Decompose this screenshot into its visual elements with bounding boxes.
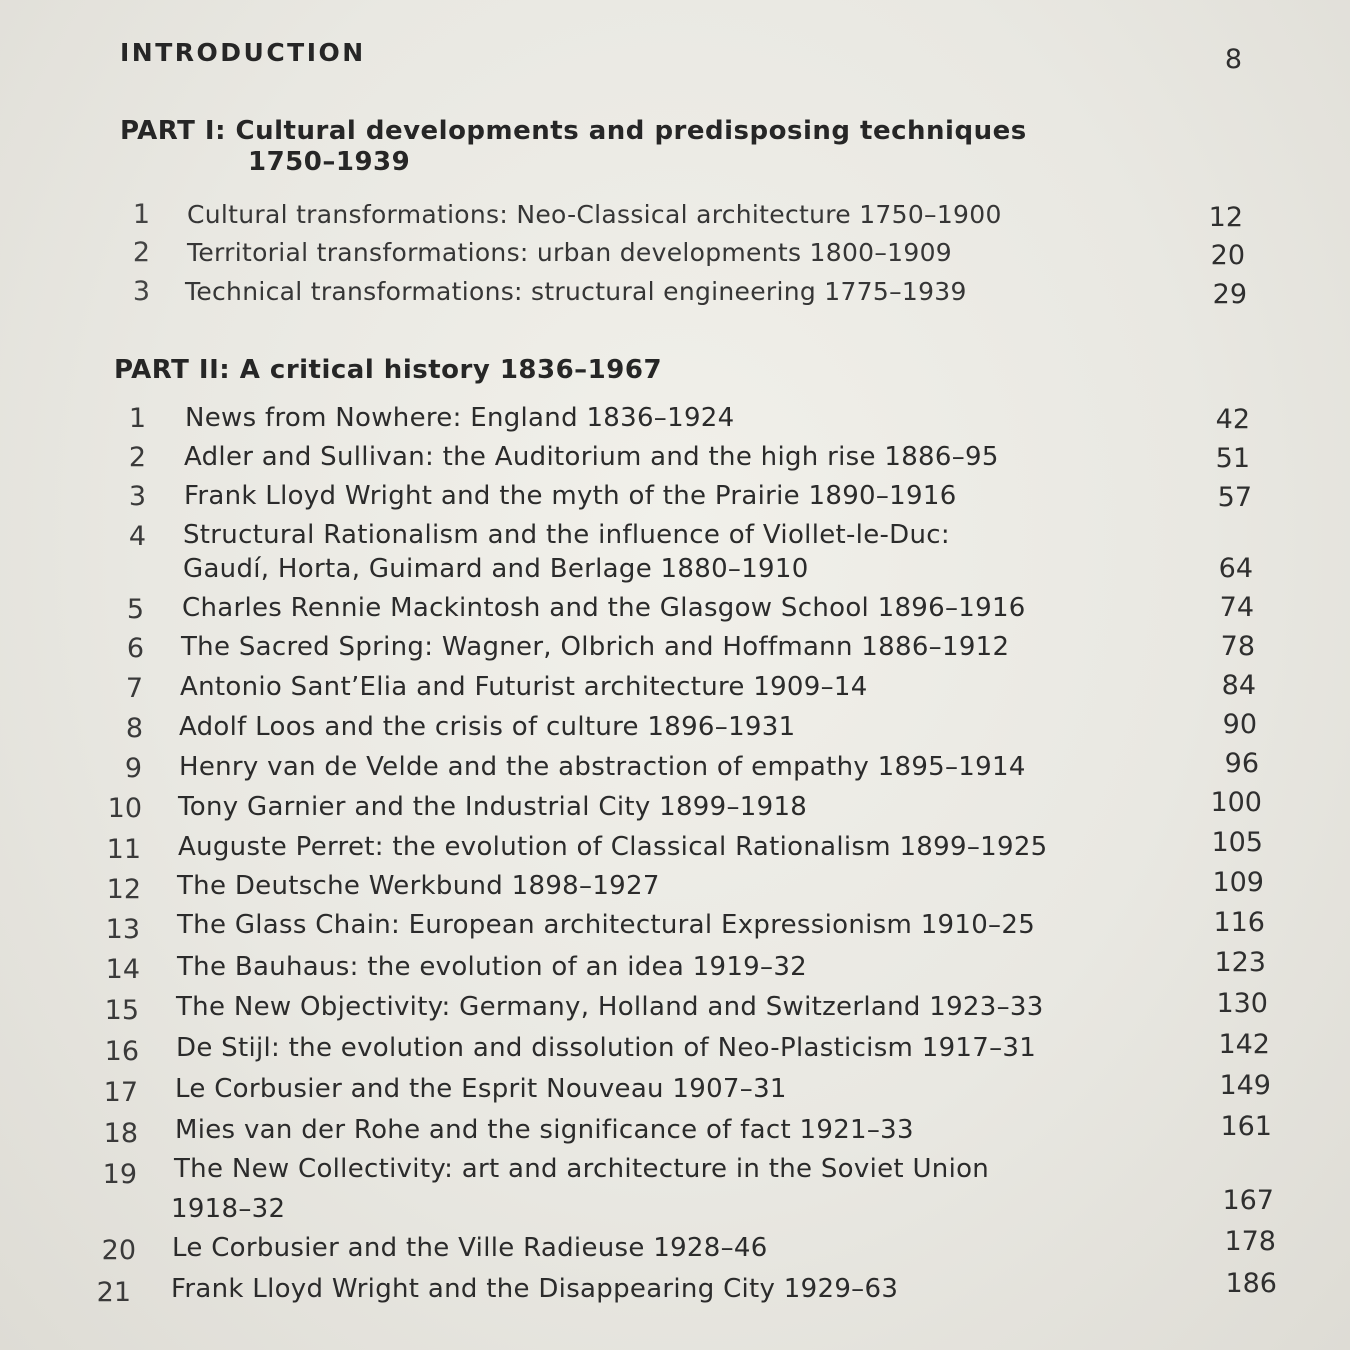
entry-title-continuation: 1918–32 — [171, 1194, 286, 1224]
entry-title: Frank Lloyd Wright and the myth of the Prairie 1890–1916 — [184, 481, 957, 511]
entry-number: 2 — [132, 237, 150, 268]
entry-number: 17 — [103, 1077, 138, 1108]
entry-title: News from Nowhere: England 1836–1924 — [185, 403, 735, 433]
introduction-heading: INTRODUCTION — [120, 38, 366, 67]
entry-page-number: 64 — [1218, 553, 1253, 584]
entry-number: 10 — [107, 793, 142, 824]
entry-number: 21 — [96, 1277, 131, 1308]
entry-number: 20 — [101, 1235, 136, 1266]
entry-title: The New Objectivity: Germany, Holland and Switzerland 1923–33 — [176, 992, 1044, 1022]
entry-page-number: 29 — [1212, 279, 1247, 310]
entry-page-number: 161 — [1220, 1111, 1272, 1142]
entry-number: 18 — [103, 1118, 138, 1149]
entry-number: 2 — [128, 442, 146, 473]
entry-page-number: 142 — [1218, 1029, 1270, 1060]
entry-page-number: 90 — [1222, 709, 1257, 740]
entry-number: 7 — [125, 673, 143, 704]
entry-page-number: 96 — [1224, 748, 1259, 779]
entry-page-number: 51 — [1215, 443, 1250, 474]
entry-page-number: 116 — [1213, 907, 1265, 938]
entry-number: 6 — [126, 633, 144, 664]
entry-title: Mies van der Rohe and the significance of fact 1921–33 — [175, 1115, 914, 1145]
entry-title: Le Corbusier and the Esprit Nouveau 1907–31 — [175, 1074, 787, 1104]
entry-number: 1 — [132, 199, 150, 230]
entry-number: 12 — [106, 874, 141, 905]
entry-page-number: 57 — [1217, 482, 1252, 513]
entry-title: Le Corbusier and the Ville Radieuse 1928–46 — [172, 1233, 768, 1263]
entry-title: Tony Garnier and the Industrial City 1899–1918 — [178, 792, 808, 822]
entry-page-number: 130 — [1216, 988, 1268, 1019]
entry-title: Frank Lloyd Wright and the Disappearing City 1929–63 — [171, 1274, 899, 1304]
entry-number: 1 — [128, 403, 146, 434]
entry-number: 11 — [106, 834, 141, 865]
entry-title: Adolf Loos and the crisis of culture 1896–1931 — [179, 712, 796, 742]
introduction-page-number: 8 — [1224, 44, 1242, 75]
entry-page-number: 105 — [1211, 827, 1263, 858]
entry-title: Territorial transformations: urban developments 1800–1909 — [187, 238, 952, 267]
entry-page-number: 78 — [1220, 631, 1255, 662]
entry-number: 3 — [132, 276, 150, 307]
entry-title: Technical transformations: structural engineering 1775–1939 — [185, 277, 967, 306]
entry-number: 14 — [105, 954, 140, 985]
entry-page-number: 12 — [1208, 202, 1243, 233]
entry-title: Antonio Sant’Elia and Futurist architecture 1909–14 — [180, 672, 868, 702]
part1-heading-years: 1750–1939 — [248, 147, 411, 177]
entry-page-number: 42 — [1215, 404, 1250, 435]
entry-number: 15 — [104, 995, 139, 1026]
entry-title-continuation: Gaudí, Horta, Guimard and Berlage 1880–1910 — [183, 554, 809, 584]
entry-number: 4 — [128, 521, 146, 552]
entry-number: 13 — [105, 914, 140, 945]
part2-heading: PART II: A critical history 1836–1967 — [114, 355, 663, 385]
entry-title: The Glass Chain: European architectural Expressionism 1910–25 — [177, 910, 1036, 940]
entry-title: Cultural transformations: Neo-Classical architecture 1750–1900 — [187, 200, 1002, 229]
entry-page-number: 149 — [1219, 1070, 1271, 1101]
entry-title: The Bauhaus: the evolution of an idea 1919–32 — [177, 952, 807, 982]
entry-title: De Stijl: the evolution and dissolution of Neo-Plasticism 1917–31 — [176, 1033, 1037, 1063]
entry-page-number: 74 — [1219, 592, 1254, 623]
entry-number: 9 — [124, 753, 142, 784]
entry-page-number: 20 — [1210, 240, 1245, 271]
entry-page-number: 178 — [1224, 1226, 1276, 1257]
entry-title: Adler and Sullivan: the Auditorium and the high rise 1886–95 — [184, 442, 999, 472]
entry-page-number: 100 — [1210, 787, 1262, 818]
entry-page-number: 186 — [1225, 1268, 1277, 1299]
entry-number: 8 — [125, 713, 143, 744]
entry-page-number: 167 — [1222, 1185, 1274, 1216]
entry-title: The Deutsche Werkbund 1898–1927 — [177, 871, 660, 901]
entry-number: 19 — [102, 1159, 137, 1190]
entry-title: Henry van de Velde and the abstraction of empathy 1895–1914 — [179, 752, 1026, 782]
entry-number: 3 — [128, 481, 146, 512]
entry-page-number: 109 — [1212, 867, 1264, 898]
part1-heading: PART I: Cultural developments and predisposing techniques — [120, 116, 1027, 146]
entry-title: The Sacred Spring: Wagner, Olbrich and Hoffmann 1886–1912 — [181, 632, 1010, 662]
entry-number: 5 — [126, 594, 144, 625]
entry-title: Charles Rennie Mackintosh and the Glasgow School 1896–1916 — [182, 593, 1026, 623]
entry-number: 16 — [104, 1036, 139, 1067]
entry-page-number: 123 — [1214, 947, 1266, 978]
entry-page-number: 84 — [1221, 670, 1256, 701]
entry-title: The New Collectivity: art and architecture in the Soviet Union — [174, 1154, 990, 1184]
entry-title: Auguste Perret: the evolution of Classical Rationalism 1899–1925 — [178, 832, 1048, 862]
entry-title: Structural Rationalism and the influence of Viollet-le-Duc: — [183, 520, 950, 550]
